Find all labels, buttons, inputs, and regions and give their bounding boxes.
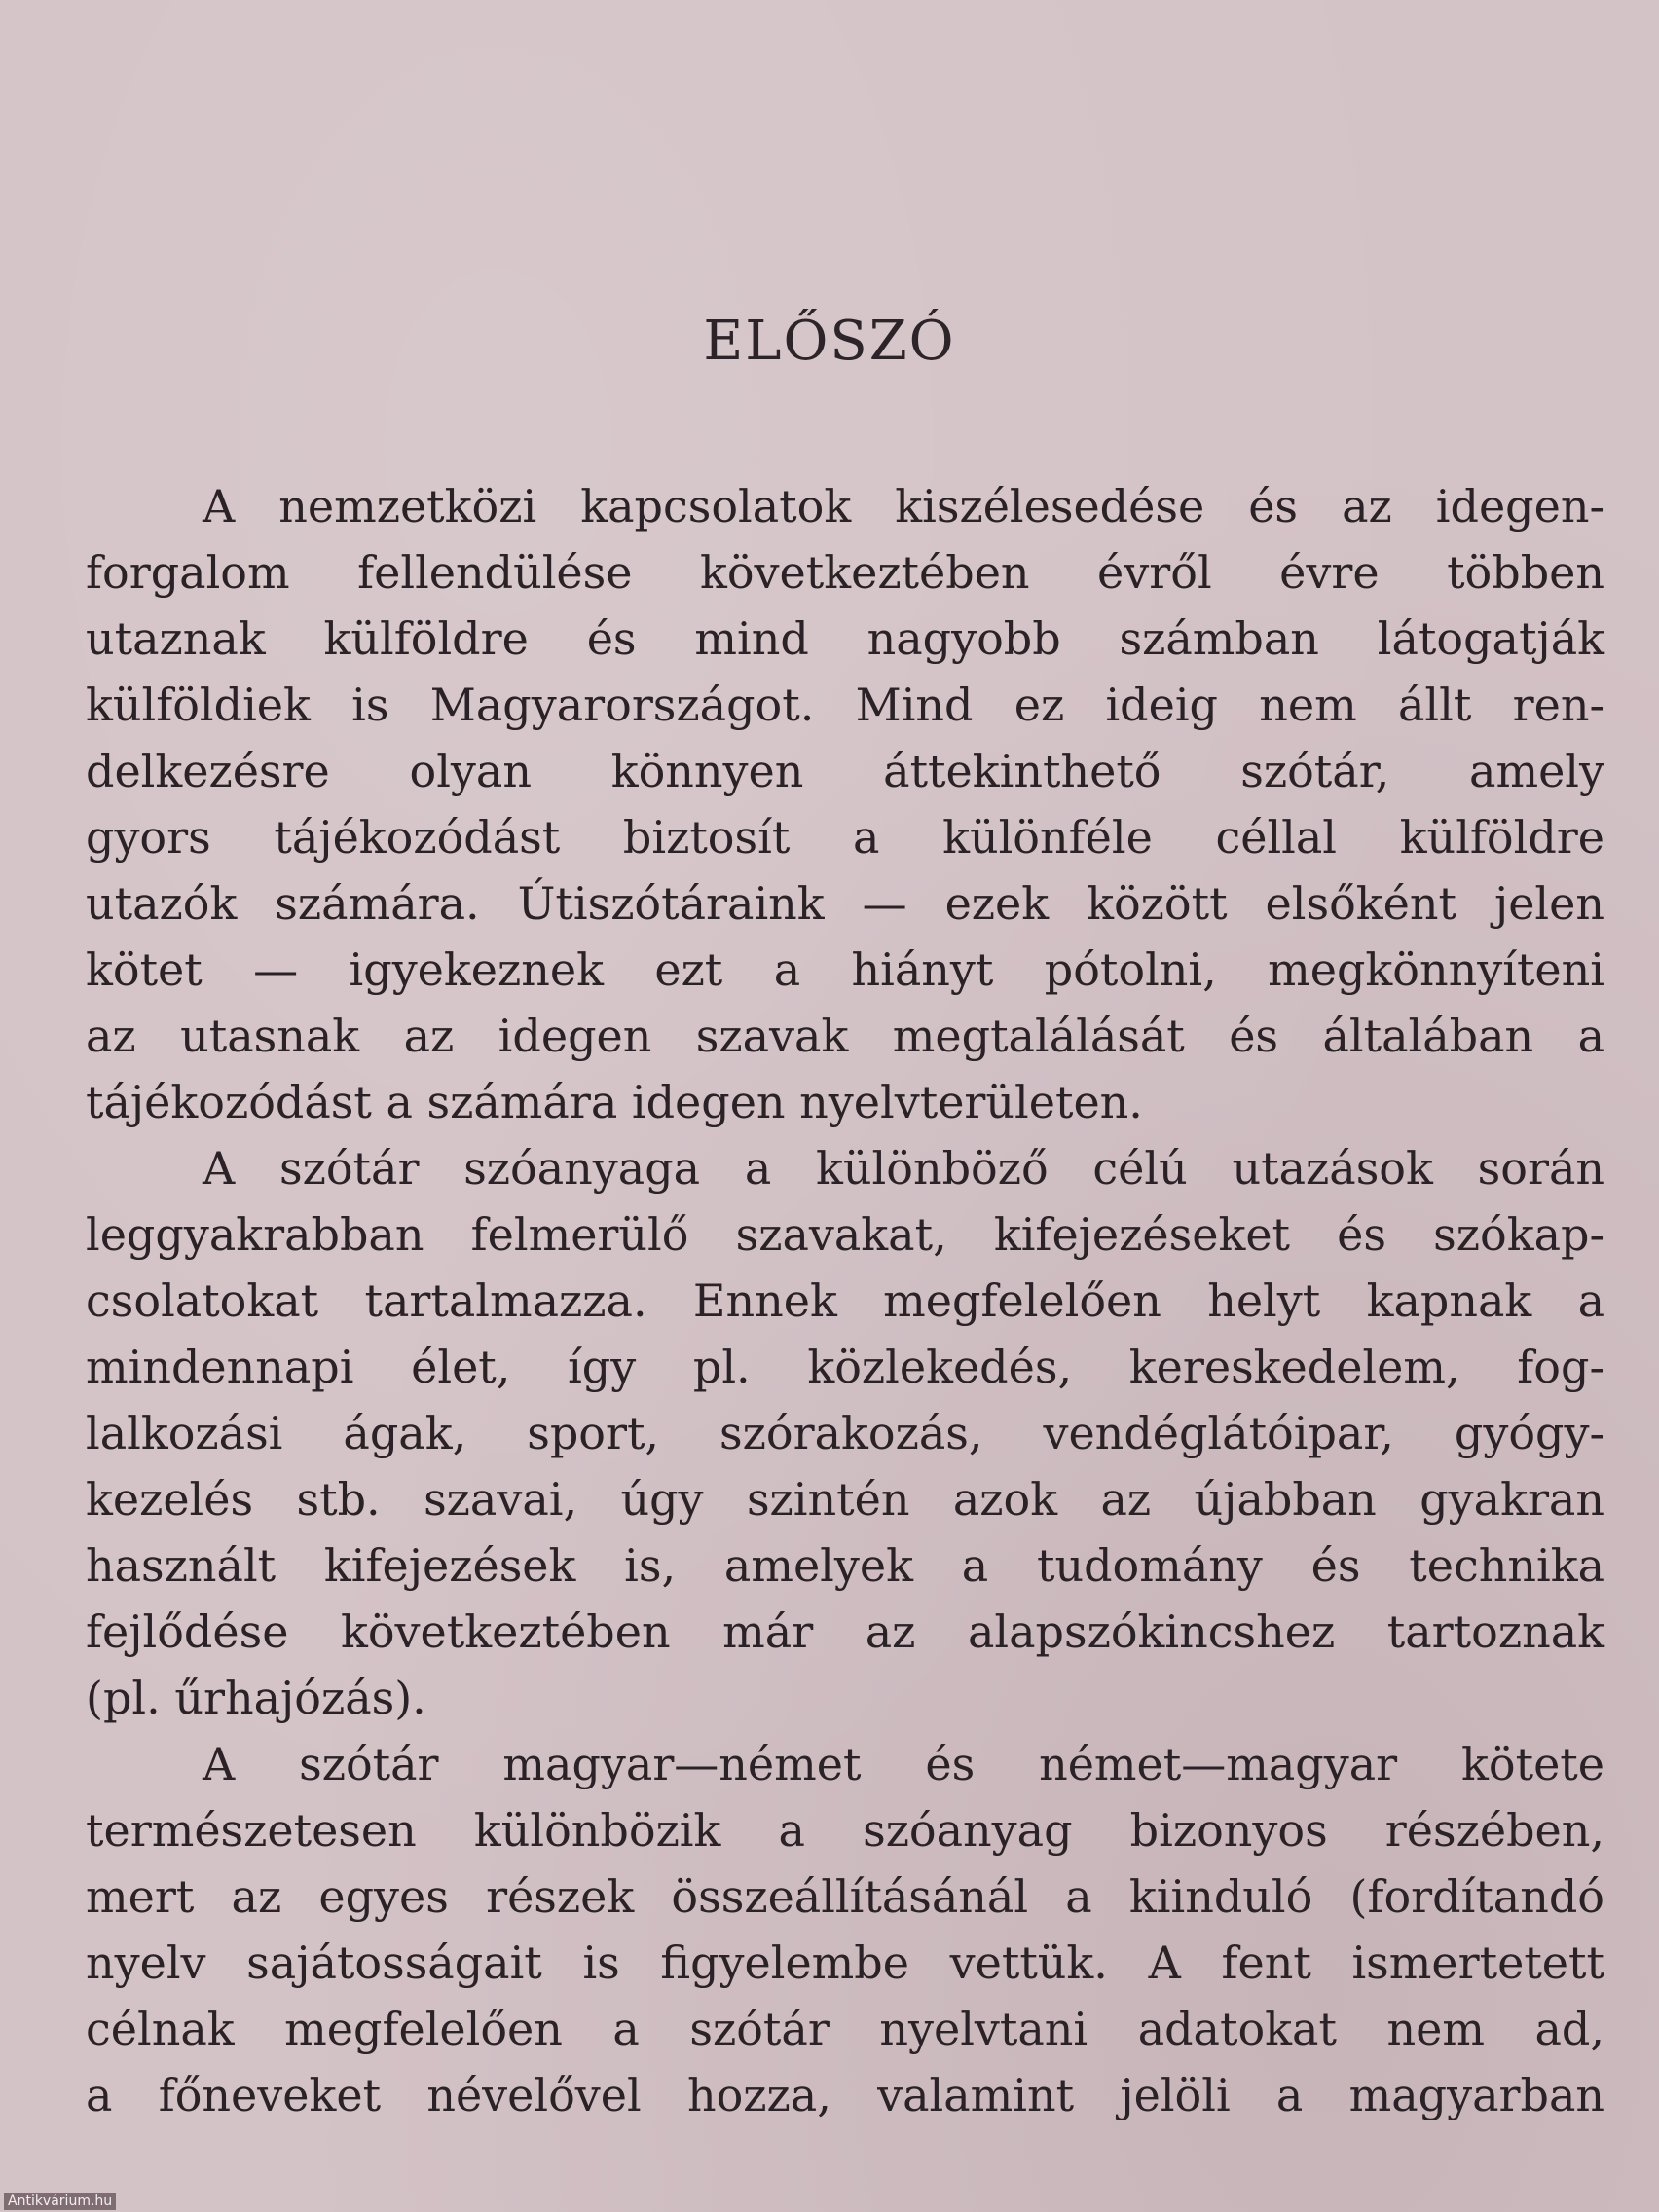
text-line: leggyakrabban felmerülő szavakat, kifejezéseket és szókap- — [86, 1208, 1604, 1261]
watermark: Antikvárium.hu — [4, 2193, 116, 2210]
text-line: mindennapi élet, így pl. közlekedés, kereskedelem, fog- — [86, 1341, 1604, 1393]
text-line: nyelv sajátosságait is figyelembe vettük. A fent ismertetett — [86, 1936, 1604, 1989]
text-line: utazók számára. Útiszótáraink — ezek között elsőként jelen — [86, 877, 1604, 930]
text-line: A szótár magyar—német és német—magyar kötete — [203, 1738, 1604, 1790]
text-line: utaznak külföldre és mind nagyobb számban látogatják — [86, 612, 1604, 665]
preface-text — [86, 473, 1604, 2128]
text-line: A szótár szóanyaga a különböző célú utazások során — [203, 1142, 1604, 1195]
text-line: A nemzetközi kapcsolatok kiszélesedése és az idegen- — [203, 480, 1604, 533]
text-line: külföldiek is Magyarországot. Mind ez ideig nem állt ren- — [86, 679, 1604, 731]
text-line: gyors tájékozódást biztosít a különféle céllal külföldre — [86, 811, 1604, 864]
text-line: kezelés stb. szavai, úgy szintén azok az újabban gyakran — [86, 1473, 1604, 1526]
text-line: célnak megfelelően a szótár nyelvtani adatokat nem ad, — [86, 2003, 1604, 2055]
text-line: delkezésre olyan könnyen áttekinthető szótár, amely — [86, 745, 1604, 797]
text-line: természetesen különbözik a szóanyag bizonyos részében, — [86, 1804, 1604, 1857]
text-line: mert az egyes részek összeállításánál a kiinduló (fordítandó — [86, 1870, 1604, 1923]
text-line: (pl. űrhajózás). — [86, 1672, 426, 1724]
page-title: ELŐSZÓ — [703, 310, 956, 373]
text-line: csolatokat tartalmazza. Ennek megfelelően helyt kapnak a — [86, 1274, 1604, 1327]
text-line: lalkozási ágak, sport, szórakozás, vendéglátóipar, gyógy- — [86, 1407, 1604, 1459]
text-line: forgalom fellendülése következtében évről évre többen — [86, 546, 1604, 599]
text-line: kötet — igyekeznek ezt a hiányt pótolni, megkönnyíteni — [86, 943, 1604, 996]
text-line: fejlődése következtében már az alapszókincshez tartoznak — [86, 1605, 1604, 1658]
text-line: a főneveket névelővel hozza, valamint jelöli a magyarban — [86, 2069, 1604, 2121]
text-line: tájékozódást a számára idegen nyelvterületen. — [86, 1076, 1143, 1128]
text-line: az utasnak az idegen szavak megtalálását és általában a — [86, 1010, 1604, 1062]
text-line: használt kifejezések is, amelyek a tudomány és technika — [86, 1539, 1604, 1592]
